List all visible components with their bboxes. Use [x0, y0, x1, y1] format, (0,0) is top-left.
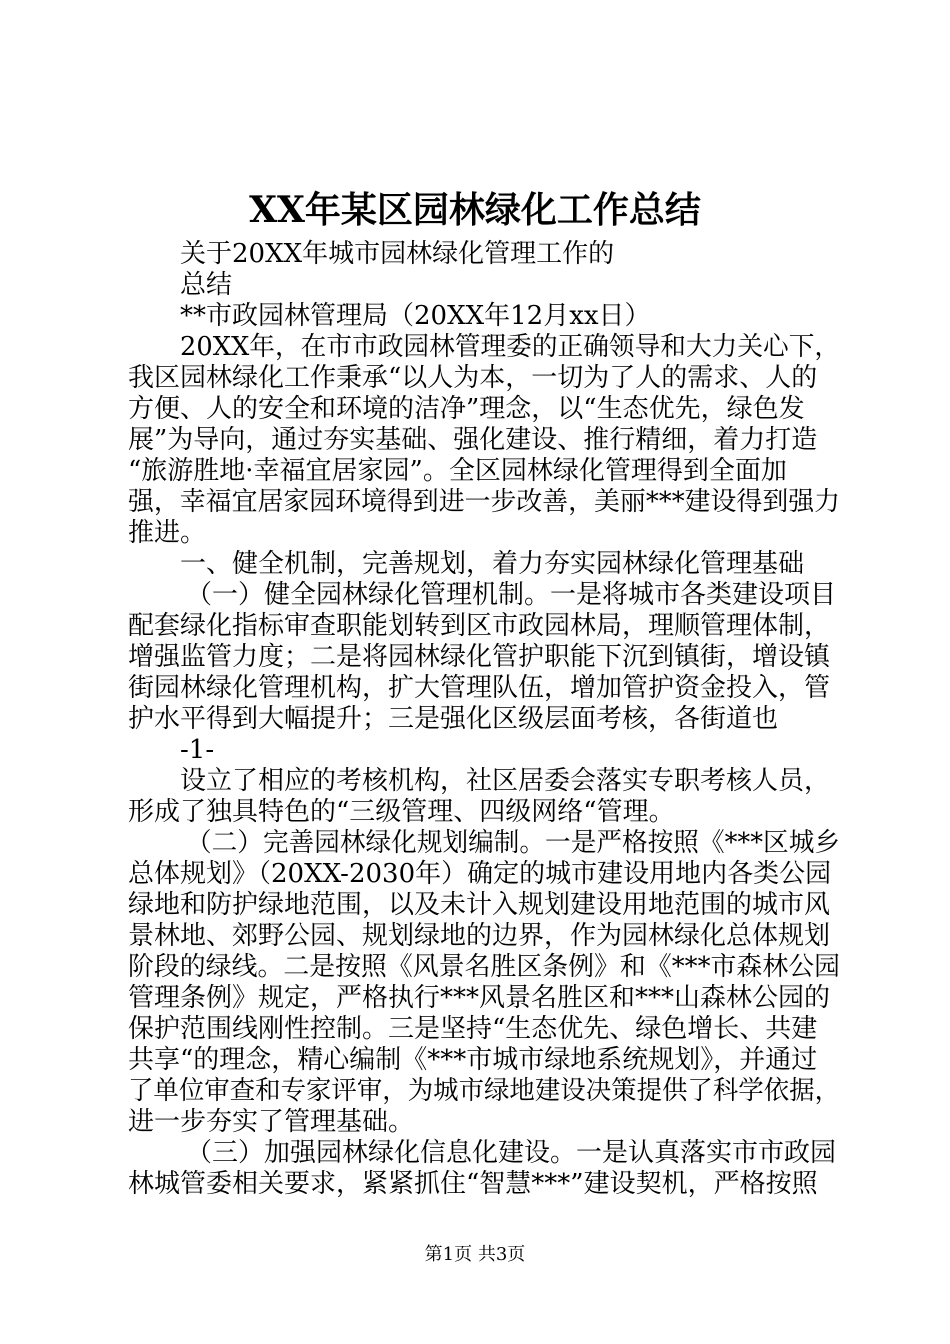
body-line: 共享“的理念，精心编制《***市城市绿地系统规划》，并通过 [128, 1045, 818, 1075]
body-line: 我区园林绿化工作秉承“以人为本，一切为了人的需求、人的 [128, 363, 818, 393]
body-line: （二）完善园林绿化规划编制。一是严格按照《***区城乡 [186, 828, 841, 858]
body-line: “旅游胜地·幸福宜居家园”。全区园林绿化管理得到全面加 [128, 456, 787, 486]
body-line: 管理条例》规定，严格执行***风景名胜区和***山森林公园的 [128, 983, 831, 1013]
body-line: 形成了独具特色的“三级管理、四级网络“管理。 [128, 797, 675, 827]
subtitle-line: 总结 [180, 270, 233, 300]
body-line: 景林地、郊野公园、规划绿地的边界，作为园林绿化总体规划 [128, 921, 831, 951]
body-line: （三）加强园林绿化信息化建设。一是认真落实市市政园 [186, 1138, 837, 1168]
body-line: 配套绿化指标审查职能划转到区市政园林局，理顺管理体制， [128, 611, 831, 641]
body-line: 推进。 [128, 518, 207, 548]
body-line: 街园林绿化管理机构，扩大管理队伍，增加管护资金投入，管 [128, 673, 831, 703]
body-line: 进一步夯实了管理基础。 [128, 1107, 415, 1137]
body-line: （一）健全园林绿化管理机制。一是将城市各类建设项目 [186, 580, 837, 610]
document-title: XX年某区园林绿化工作总结 [249, 189, 701, 231]
body-line: 方便、人的安全和环境的洁净”理念，以“生态优先，绿色发 [128, 394, 805, 424]
author-date-line: **市政园林管理局（20XX年12月xx日） [180, 301, 651, 331]
body-line: 总体规划》（20XX-2030年）确定的城市建设用地内各类公园 [128, 859, 832, 889]
body-line: 林城管委相关要求，紧紧抓住“智慧***”建设契机，严格按照 [128, 1169, 818, 1199]
body-line: 20XX年，在市市政园林管理委的正确领导和大力关心下， [180, 332, 841, 362]
body-line: 设立了相应的考核机构，社区居委会落实专职考核人员， [180, 766, 831, 796]
section-heading: 一、健全机制，完善规划，着力夯实园林绿化管理基础 [180, 549, 805, 579]
inline-page-number: -1- [180, 735, 215, 765]
body-line: 阶段的绿线。二是按照《风景名胜区条例》和《***市森林公园 [128, 952, 841, 982]
body-line: 展”为导向，通过夯实基础、强化建设、推行精细，着力打造 [128, 425, 818, 455]
body-line: 增强监管力度；二是将园林绿化管护职能下沉到镇街，增设镇 [128, 642, 831, 672]
subtitle-line: 关于20XX年城市园林绿化管理工作的 [180, 239, 615, 269]
body-line: 绿地和防护绿地范围，以及未计入规划建设用地范围的城市风 [128, 890, 831, 920]
body-line: 强，幸福宜居家园环境得到进一步改善，美丽***建设得到强力 [128, 487, 841, 517]
body-line: 保护范围线刚性控制。三是坚持“生态优先、绿色增长、共建 [128, 1014, 818, 1044]
body-line: 了单位审查和专家评审，为城市绿地建设决策提供了科学依据， [128, 1076, 841, 1106]
page-footer: 第1页 共3页 [424, 1244, 526, 1265]
body-line: 护水平得到大幅提升；三是强化区级层面考核，各街道也 [128, 704, 779, 734]
